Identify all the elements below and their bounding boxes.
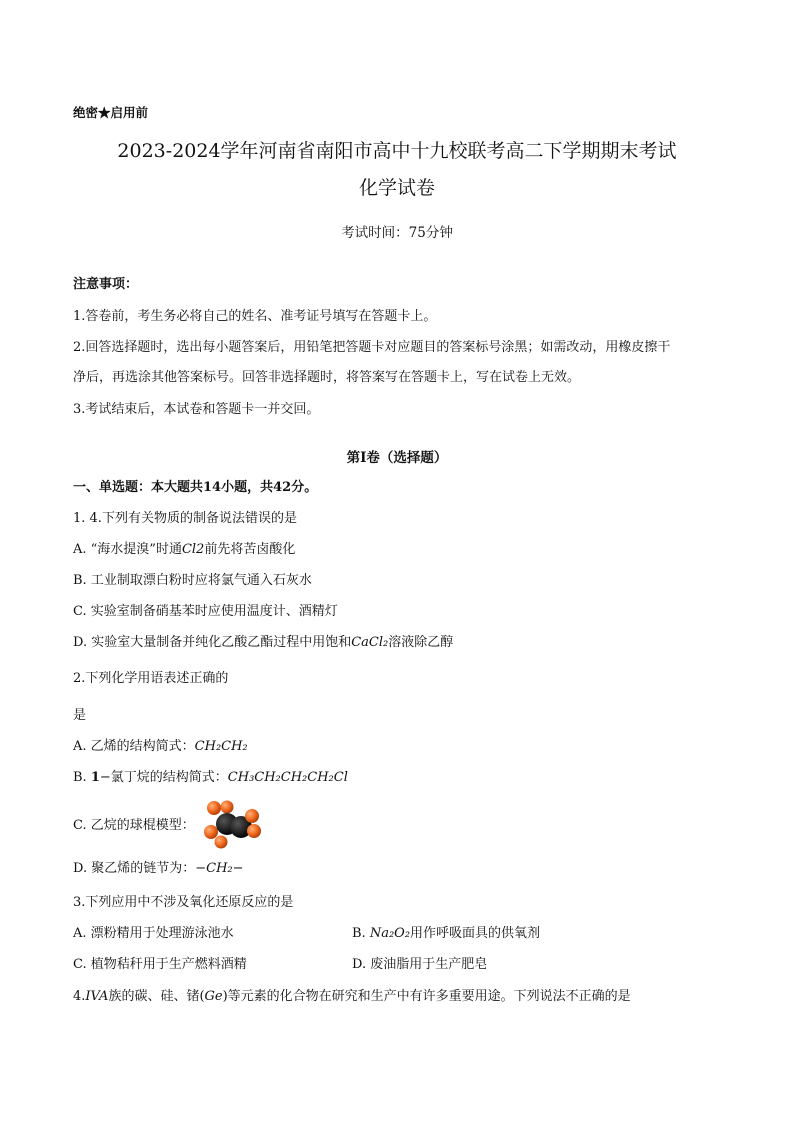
h-atom-4 [245,809,259,823]
q1-a-post: 前先将苦卤酸化 [204,542,296,557]
q2-a-math: CH₂CH₂ [194,739,248,754]
h-atom-5 [247,824,261,838]
q1-option-b: B. 工业制取漂白粉时应将氯气通入石灰水 [73,573,312,588]
q4-stem-pre: 4. [73,989,86,1004]
q1-d-pre: D. 实验室大量制备并纯化乙酸乙酯过程中用饱和 [73,635,352,650]
part-heading [73,479,317,497]
notice-item-2a: 2.回答选择题时，选出每小题答案后，用铅笔把答题卡对应题目的答案标号涂黑；如需改动，用橡皮擦干 [73,340,671,355]
notice-item-1: 1.答卷前，考生务必将自己的姓名、准考证号填写在答题卡上。 [73,309,437,324]
notice-heading: 注意事项： [73,277,139,292]
q2-d-pre: D. 聚乙烯的链节为： [73,861,196,876]
q1-a-pre: A. “海水提溴”时通 [73,542,182,557]
q2-stem-cont: 是 [73,708,87,723]
q4-stem-math2: Ge [204,989,223,1004]
q2-b-num: 1 [90,770,100,785]
q1-stem: 1. 4.下列有关物质的制备说法错误的是 [73,511,297,526]
confidential-label: 绝密★启用前 [73,105,149,120]
q3-b-post: 用作呼吸面具的供氧剂 [410,926,541,941]
q2-a-pre: A. 乙烯的结构简式： [73,739,195,754]
q1-option-a [73,541,295,559]
q2-b-pre: B. [73,770,87,785]
notice-item-3: 3.考试结束后，本试卷和答题卡一并交回。 [73,402,320,417]
q4-stem-mid: 族的碳、硅、锗( [108,989,205,1004]
q1-option-c: C. 实验室制备硝基苯时应使用温度计、酒精灯 [73,604,338,619]
part-label: 一、单选题： [73,480,152,495]
h-atom-6 [215,836,228,849]
q2-b-math: CH₃CH₂CH₂CH₂Cl [227,770,348,785]
part-desc: 本大题共14小题，共42分。 [151,480,318,495]
exam-subtitle: 化学试卷 [358,177,435,199]
q2-option-c: C. 乙烷的球棍模型： [73,818,195,833]
q3-stem: 3.下列应用中不涉及氧化还原反应的是 [73,895,294,910]
q1-d-post: 溶液除乙醇 [388,635,454,650]
q2-option-a [73,738,248,756]
q3-option-d: D. 废油脂用于生产肥皂 [352,957,488,972]
exam-time: 考试时间：75分钟 [341,225,453,241]
section-title: 第I卷（选择题） [346,450,448,466]
q3-b-math: Na₂O₂ [369,926,411,941]
q3-option-b [352,925,540,943]
q1-option-d [73,634,453,652]
q3-b-pre: B. [352,926,366,941]
q2-stem: 2.下列化学用语表述正确的 [73,671,229,686]
h-atom-2 [221,801,234,814]
q4-stem-post: )等元素的化合物在研究和生产中有许多重要用途。下列说法不正确的是 [222,989,631,1004]
q3-option-a: A. 漂粉精用于处理游泳池水 [73,926,234,941]
q1-d-math: CaCl₂ [351,635,389,650]
q4-stem-math1: IVA [85,989,109,1004]
notice-item-2b: 净后，再选涂其他答案标号。回答非选择题时，将答案写在答题卡上，写在试卷上无效。 [73,370,581,385]
q2-b-mid: −氯丁烷的结构简式： [99,770,228,785]
h-atom-3 [204,825,218,839]
q2-d-math: −CH₂− [195,861,244,876]
ethane-ball-stick-model [200,800,266,850]
q4-stem [73,988,631,1006]
h-atom-1 [207,801,221,815]
q2-option-d [73,860,244,878]
exam-title: 2023-2024学年河南省南阳市高中十九校联考高二下学期期末考试 [117,140,677,162]
q3-option-c: C. 植物秸秆用于生产燃料酒精 [73,957,247,972]
q1-a-math: Cl2 [181,542,205,557]
q2-option-b [73,769,348,787]
